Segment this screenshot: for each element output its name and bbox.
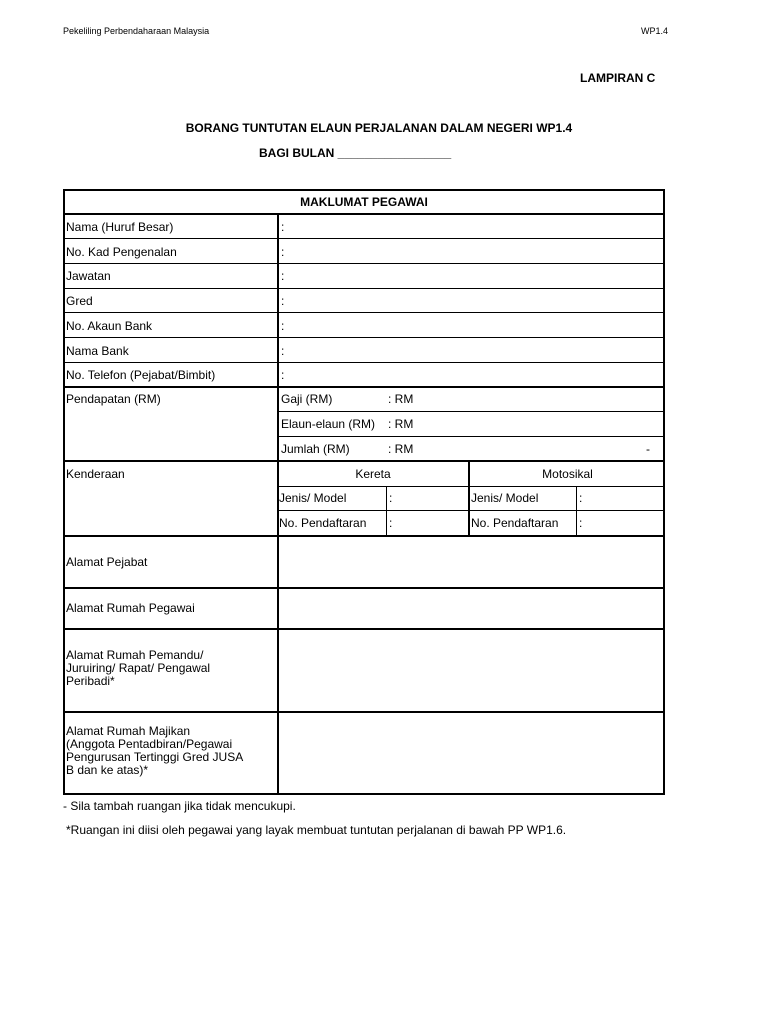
jumlah-trail: - [646, 442, 650, 456]
officer-info-form [63, 189, 665, 795]
field-label-gred: Gred [66, 294, 93, 308]
note-eligibility: *Ruangan ini diisi oleh pegawai yang layak membuat tuntutan perjalanan di bawah PP WP1.6. [66, 823, 567, 837]
field-label-telefon: No. Telefon (Pejabat/Bimbit) [66, 368, 216, 382]
field-sep: : [281, 368, 285, 382]
row-line [278, 411, 665, 412]
elaun-label: Elaun-elaun (RM) [281, 417, 376, 431]
jumlah-value: : RM [388, 442, 414, 456]
motosikal-pendaftaran-label: No. Pendaftaran [471, 516, 559, 530]
alamat-rumah-pemandu-label: Alamat Rumah Pemandu/ Juruiring/ Rapat/ Pengawal Peribadi* [66, 648, 211, 688]
field-label-ic: No. Kad Pengenalan [66, 245, 177, 259]
field-label-jawatan: Jawatan [66, 269, 111, 283]
gaji-value: : RM [388, 392, 414, 406]
motosikal-pendaftaran-sep: : [579, 516, 583, 530]
row-line [63, 337, 665, 338]
row-line [63, 312, 665, 313]
kenderaan-label: Kenderaan [66, 467, 125, 481]
row-line [63, 460, 665, 462]
row-line [63, 711, 665, 713]
lampiran-label: LAMPIRAN C [580, 71, 656, 85]
border-left [63, 189, 65, 795]
border-bottom [63, 793, 665, 795]
form-title [0, 121, 768, 135]
alamat-rumah-pegawai-label: Alamat Rumah Pegawai [66, 601, 195, 615]
field-label-nama: Nama (Huruf Besar) [66, 220, 174, 234]
kereta-title: Kereta [355, 467, 391, 481]
kereta-pendaftaran-label: No. Pendaftaran [279, 516, 367, 530]
field-label-akaun: No. Akaun Bank [66, 319, 153, 333]
kereta-pendaftaran-sep: : [389, 516, 393, 530]
field-sep: : [281, 220, 285, 234]
row-line [278, 436, 665, 437]
row-line [63, 263, 665, 264]
kereta-jenis-label: Jenis/ Model [279, 491, 347, 505]
note-add-rows: - Sila tambah ruangan jika tidak mencukupi. [63, 799, 296, 813]
kereta-jenis-sep: : [389, 491, 393, 505]
form-title-text: BORANG TUNTUTAN ELAUN PERJALANAN DALAM NEGERI WP1.4 [185, 121, 573, 135]
row-line [63, 288, 665, 289]
col-line [576, 486, 577, 535]
row-line [63, 386, 665, 388]
row-line [278, 486, 665, 487]
motosikal-jenis-label: Jenis/ Model [471, 491, 539, 505]
field-label-bank: Nama Bank [66, 344, 129, 358]
field-sep: : [281, 294, 285, 308]
field-sep: : [281, 269, 285, 283]
header-left: Pekeliling Perbendaharaan Malaysia [63, 26, 210, 36]
row-line [63, 587, 665, 589]
motosikal-title: Motosikal [542, 467, 593, 481]
section-divider [63, 213, 665, 215]
motosikal-jenis-sep: : [579, 491, 583, 505]
row-line [278, 510, 665, 511]
form-subtitle: BAGI BULAN _________________ [259, 146, 452, 160]
header-right: WP1.4 [641, 26, 669, 36]
gaji-label: Gaji (RM) [281, 392, 333, 406]
alamat-pejabat-label: Alamat Pejabat [66, 555, 148, 569]
section-title: MAKLUMAT PEGAWAI [300, 195, 428, 209]
field-sep: : [281, 245, 285, 259]
row-line [63, 535, 665, 537]
border-top [63, 189, 665, 191]
field-sep: : [281, 344, 285, 358]
jumlah-label: Jumlah (RM) [281, 442, 350, 456]
field-sep: : [281, 319, 285, 333]
pendapatan-label: Pendapatan (RM) [66, 392, 161, 406]
elaun-value: : RM [388, 417, 414, 431]
row-line [63, 362, 665, 363]
border-right [663, 189, 665, 795]
row-line [63, 238, 665, 239]
alamat-rumah-majikan-label: Alamat Rumah Majikan (Anggota Pentadbiran/Pegawai Pengurusan Tertinggi Gred JUSA B dan ke atas)* [66, 724, 244, 777]
row-line [63, 628, 665, 630]
col-line [386, 486, 387, 535]
